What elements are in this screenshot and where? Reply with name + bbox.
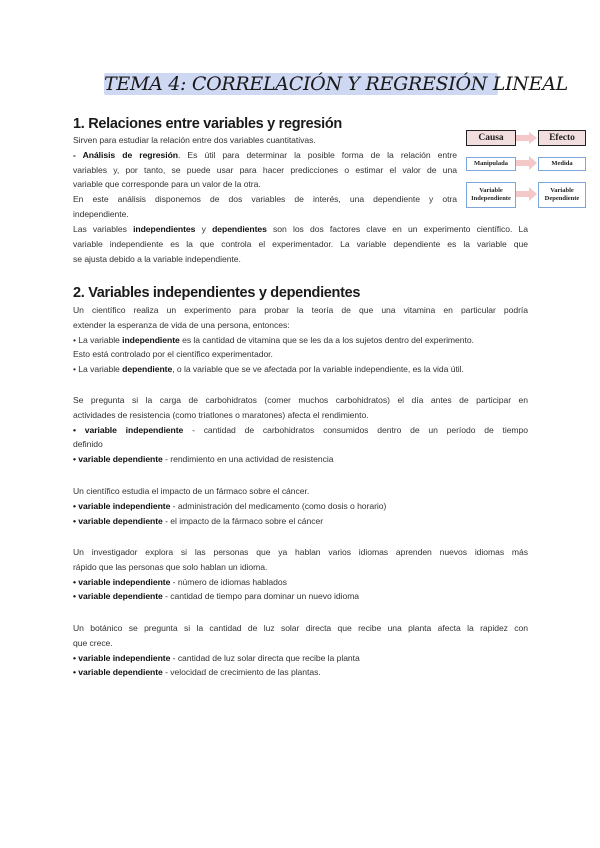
botanist-example — [73, 621, 528, 680]
key-line-2: variable independiente es la que controla el experimentador. La variable dependiente es la variable que — [73, 238, 528, 249]
section-1-intro: Sirven para estudiar la relación entre dos variables cuantitativas. — [73, 135, 316, 145]
key-text-c: y — [195, 224, 213, 234]
key-line-1 — [73, 222, 528, 237]
b1-text-a: • La variable — [73, 334, 123, 345]
b1-term: independiente — [122, 334, 180, 345]
s2-bullet-1 — [73, 333, 528, 348]
ex4-dependent — [73, 665, 528, 680]
ex1-independent — [73, 423, 528, 438]
ex3-ind-label: • variable independiente — [73, 576, 171, 587]
ex4-dep-label: • variable dependiente — [73, 667, 163, 678]
s2-intro-line-2: extender la esperanza de vida de una persona, entonces: — [73, 319, 290, 330]
ex1-ind-text: - cantidad de carbohidratos consumidos dentro de un período de tiempo — [183, 424, 528, 435]
ex1-dep-text: - rendimiento en una actividad de resistencia — [162, 454, 334, 465]
ex2-dep-text: - el impacto de la fármaco sobre el cáncer — [162, 515, 324, 526]
ex1-line-2: actividades de resistencia (como triatlones o maratones) afecta el rendimiento. — [73, 409, 369, 420]
var-ind-line-2: Independiente — [471, 195, 511, 202]
ex2-dependent — [73, 514, 528, 529]
ex2-independent — [73, 499, 528, 514]
ex3-dep-text: - cantidad de tiempo para dominar un nuevo idioma — [162, 591, 360, 602]
variable-independiente-box — [466, 182, 516, 208]
analysis-line-2: independiente. — [73, 208, 129, 219]
var-dep-line-1: Variable — [550, 187, 574, 194]
var-dep-line-2: Dependiente — [544, 195, 580, 202]
ex4-dep-text: - velocidad de crecimiento de las plantas. — [162, 667, 321, 678]
ex3-independent — [73, 575, 528, 590]
ex3-line-1: Un investigador explora si las personas que ya hablan varios idiomas aprenden nuevos idiomas más — [73, 547, 528, 557]
regression-line-3: variable que corresponde para un valor de la otra. — [73, 179, 261, 190]
regression-line-2: variables y, por tanto, se puede usar para hacer predicciones o estimar el valor de una — [73, 164, 457, 175]
section-2-heading: 2. Variables independientes y dependientes — [73, 285, 361, 301]
ex2-ind-text: - administración del medicamento (como dosis o horario) — [170, 500, 387, 511]
key-text-a: Las variables — [73, 224, 134, 234]
cause-effect-diagram — [466, 128, 586, 218]
b2-term: dependiente — [122, 364, 173, 375]
causa-efecto-arrow — [516, 132, 538, 144]
ex1-dependent — [73, 452, 528, 467]
section-2-vitamin-paragraph — [73, 303, 528, 377]
b1-text-c: es la cantidad de vitamina que se les da a los sujetos dentro del experimento. — [179, 334, 474, 345]
independiente-dependiente-arrow — [516, 187, 538, 201]
page-title: TEMA 4: CORRELACIÓN Y REGRESIÓN LINEAL — [104, 73, 568, 95]
section-1-key-paragraph — [73, 222, 528, 266]
s2-intro-line-1: Un científico realiza un experimento para probar la teoría de que una vitamina en particular podría — [73, 305, 528, 315]
manipulada-box: Manipulada — [466, 157, 516, 171]
carbohydrate-example — [73, 393, 528, 467]
ex2-intro: Un científico estudia el impacto de un fármaco sobre el cáncer. — [73, 486, 310, 496]
section-1-body — [73, 133, 457, 222]
ex1-independent-line-2: definido — [73, 439, 103, 450]
language-example — [73, 545, 528, 604]
ex1-dep-label: • variable dependiente — [73, 454, 163, 465]
causa-box: Causa — [466, 130, 516, 146]
b2-text-a: • La variable — [73, 364, 123, 375]
key-line-3: se ajusta debido a la variable independiente. — [73, 253, 241, 264]
ex4-line-1: Un botánico se pregunta si la cantidad de luz solar directa que recibe una planta afecta la rapidez con — [73, 623, 528, 633]
analysis-line-1: En este análisis disponemos de dos variables de interés, una dependiente y otra — [73, 194, 457, 205]
variable-dependiente-box — [538, 182, 586, 208]
s2-bullet-2 — [73, 362, 528, 377]
key-term-dependientes: dependientes — [212, 224, 267, 234]
s2-bullet-1-line-2: Esto está controlado por el científico experimentador. — [73, 349, 273, 360]
key-term-independientes: independientes — [133, 224, 196, 234]
ex3-dependent — [73, 589, 528, 604]
section-1-heading: 1. Relaciones entre variables y regresión — [73, 116, 342, 132]
title-block — [104, 70, 568, 98]
ex4-line-2: que crece. — [73, 637, 113, 648]
efecto-box: Efecto — [538, 130, 586, 146]
regression-text-1: . Es útil para determinar la posible forma de la relación entre — [178, 149, 457, 160]
regression-line-1 — [73, 148, 457, 163]
ex4-ind-label: • variable independiente — [73, 652, 171, 663]
ex3-dep-label: • variable dependiente — [73, 591, 163, 602]
ex1-ind-label: • variable independiente — [73, 424, 184, 435]
b2-text-c: , o la variable que se ve afectada por la variable independiente, es la vida útil. — [172, 364, 464, 375]
regression-label: - Análisis de regresión — [73, 149, 178, 160]
ex4-ind-text: - cantidad de luz solar directa que recibe la planta — [170, 652, 360, 663]
ex3-ind-text: - número de idiomas hablados — [170, 576, 287, 587]
ex2-dep-label: • variable dependiente — [73, 515, 163, 526]
ex1-line-1: Se pregunta si la carga de carbohidratos (comer muchos carbohidratos) el día antes de participar en — [73, 395, 528, 405]
medida-box: Medida — [538, 157, 586, 171]
ex3-line-2: rápido que las personas que solo hablan un idioma. — [73, 561, 268, 572]
manipulada-medida-arrow — [516, 156, 538, 170]
drug-example — [73, 484, 528, 528]
key-text-e: son los dos factores clave en un experimento científico. La — [266, 224, 528, 234]
var-ind-line-1: Variable — [479, 187, 503, 194]
ex2-ind-label: • variable independiente — [73, 500, 171, 511]
ex4-independent — [73, 651, 528, 666]
